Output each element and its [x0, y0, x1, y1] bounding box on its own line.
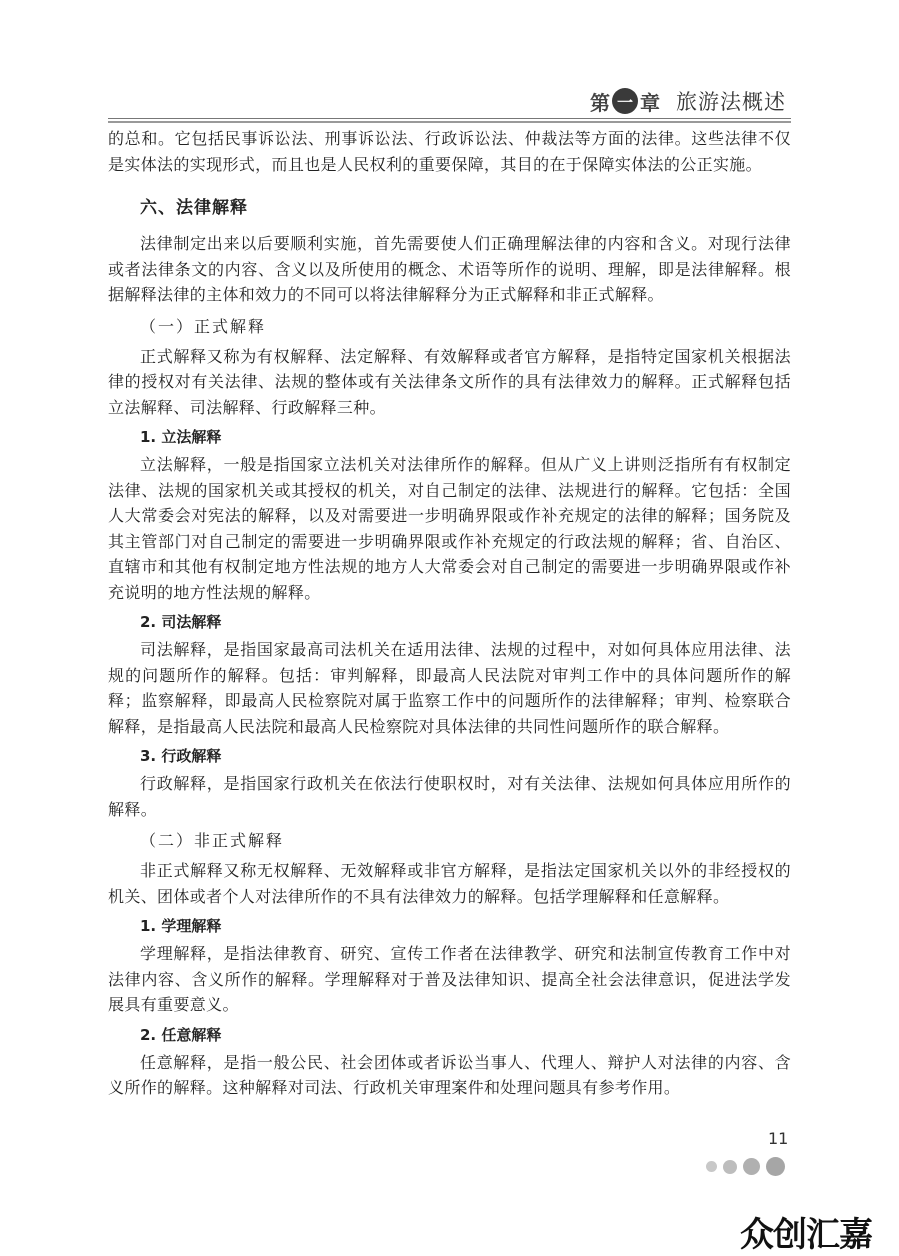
- chapter-title: 旅游法概述: [676, 90, 786, 114]
- voluntary-interpretation-paragraph: 任意解释，是指一般公民、社会团体或者诉讼当事人、代理人、辩护人对法律的内容、含义所作的解释。这种解释对司法、行政机关审理案件和处理问题具有参考作用。: [108, 1052, 791, 1097]
- legislative-interpretation-title: 1. 立法解释: [140, 428, 222, 446]
- formal-interpretation-paragraph: 正式解释又称为有权解释、法定解释、有效解释或者官方解释，是指特定国家机关根据法律的授权对有关法律、法规的整体或有关法律条文所作的具有法律效力的解释。正式解释包括立法解释、司法解释、行政解释三种。: [108, 346, 791, 417]
- dot: [766, 1157, 785, 1176]
- academic-interpretation-title: 1. 学理解释: [140, 917, 222, 935]
- informal-interpretation-paragraph: 非正式解释又称无权解释、无效解释或非官方解释，是指法定国家机关以外的非经授权的机关、团体或者个人对法律所作的不具有法律效力的解释。包括学理解释和任意解释。: [108, 861, 791, 906]
- header-rule: [108, 118, 791, 119]
- formal-interpretation-title: （一）正式解释: [140, 316, 267, 336]
- dot: [743, 1158, 760, 1175]
- chapter-prefix: 第: [590, 90, 610, 115]
- legislative-interpretation-paragraph: 立法解释，一般是指国家立法机关对法律所作的解释。但从广义上讲则泛指所有有权制定法律、法规的国家机关或其授权的机关，对自己制定的法律、法规进行的解释。它包括：全国人大常委会对宪法的解释，以及对需要进一步明确界限或作补充规定的法律的解释；国务院及其主管部门对自己制定的需要进一步明确界限或作补充规定的行政法规的解释；省、自治区、直辖市和其他有权制定地方性法规的地方人大常委会对自己制定的需要进一步明确界限或作补充说明的地方性法规的解释。: [108, 455, 791, 602]
- page-content: [108, 126, 791, 1101]
- section-paragraph: 法律制定出来以后要顺利实施，首先需要使人们正确理解法律的内容和含义。对现行法律或者法律条文的内容、含义以及所使用的概念、术语等所作的说明、理解，即是法律解释。根据解释法律的主体和效力的不同可以将法律解释分为正式解释和非正式解释。: [108, 234, 791, 304]
- intro-paragraph: 的总和。它包括民事诉讼法、刑事诉讼法、行政诉讼法、仲裁法等方面的法律。这些法律不仅是实体法的实现形式，而且也是人民权利的重要保障，其目的在于保障实体法的公正实施。: [108, 129, 791, 174]
- chapter-number-badge: 一: [612, 88, 638, 114]
- academic-interpretation-paragraph: 学理解释，是指法律教育、研究、宣传工作者在法律教学、研究和法制宣传教育工作中对法律内容、含义所作的解释。学理解释对于普及法律知识、提高全社会法律意识，促进法学发展具有重要意义。: [108, 944, 791, 1014]
- dot: [706, 1161, 717, 1172]
- page-number: 11: [768, 1129, 789, 1148]
- chapter-header: [590, 88, 786, 114]
- header-rule-thick: [108, 121, 791, 123]
- voluntary-interpretation-title: 2. 任意解释: [140, 1025, 222, 1044]
- section-title: 六、法律解释: [140, 198, 248, 218]
- chapter-suffix: 章: [640, 90, 660, 115]
- watermark: 众创汇嘉: [740, 1215, 872, 1255]
- administrative-interpretation-title: 3. 行政解释: [140, 747, 222, 765]
- judicial-interpretation-title: 2. 司法解释: [140, 613, 222, 631]
- dot: [723, 1160, 737, 1174]
- judicial-interpretation-paragraph: 司法解释，是指国家最高司法机关在适用法律、法规的过程中，对如何具体应用法律、法规的问题所作的解释。包括：审判解释，即最高人民法院对审判工作中的具体问题所作的解释；监察解释，即最高人民检察院对属于监察工作中的问题所作的法律解释；审判、检察联合解释，是指最高人民法院和最高人民检察院对具体法律的共同性问题所作的联合解释。: [108, 640, 791, 736]
- informal-interpretation-title: （二）非正式解释: [140, 831, 285, 850]
- administrative-interpretation-paragraph: 行政解释，是指国家行政机关在依法行使职权时，对有关法律、法规如何具体应用所作的解释。: [108, 774, 791, 819]
- decorative-dots: [706, 1157, 785, 1176]
